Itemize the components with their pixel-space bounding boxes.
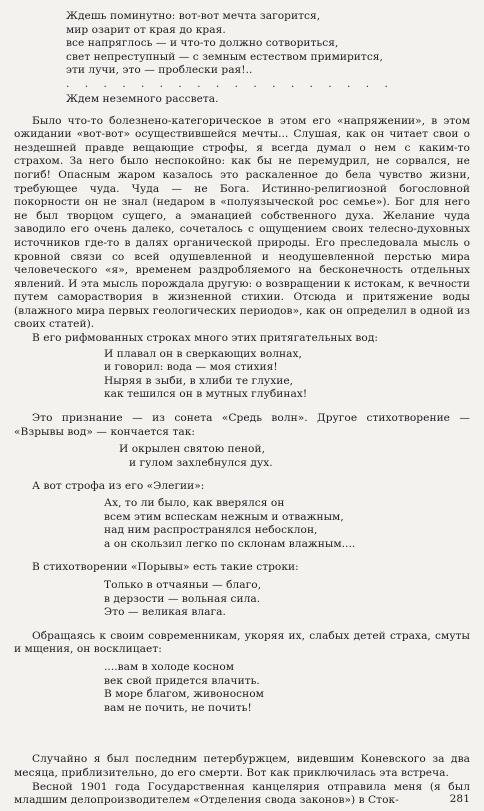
verse-impulses bbox=[104, 579, 470, 620]
verse-line: И окрылен святою пеной, bbox=[119, 443, 266, 456]
verse-explosions bbox=[119, 443, 470, 470]
verse-line: Ждем неземного рассвета. bbox=[66, 92, 219, 105]
verse-line: все напряглось — и что-то должно сотвориться, bbox=[66, 37, 339, 50]
verse-line: Это — великая влага. bbox=[104, 606, 226, 619]
verse-line: век свой придется влачить. bbox=[104, 674, 260, 687]
verse-line: а он скользил легко по склонам влажным.... bbox=[104, 537, 356, 550]
verse-elegy bbox=[104, 497, 470, 551]
verse-line: над ним распространялся небосклон, bbox=[104, 524, 318, 537]
paragraph-5: В стихотворении «Порывы» есть такие строки: bbox=[32, 561, 299, 574]
verse-line: и гулом захлебнулся дух. bbox=[129, 456, 273, 469]
verse-line: эти лучи, это — проблески рая!.. bbox=[66, 64, 253, 77]
section-gap bbox=[14, 715, 470, 753]
verse-line: ....вам в холоде косном bbox=[104, 660, 235, 673]
paragraph-6: Обращаясь к своим современникам, укоряя их, слабых детей страха, смуты и мщения, он восклицает: bbox=[14, 629, 470, 656]
verse-line: и говорил: вода — моя стихия! bbox=[104, 361, 278, 374]
paragraph-3: Это признание — из сонета «Средь волн». Другое стихотворение — «Взрывы вод» — кончается так: bbox=[14, 412, 470, 438]
verse-line: вам не почить, не почить! bbox=[104, 701, 252, 714]
verse-exclamation bbox=[104, 661, 470, 715]
verse-line: Ныряя в зыби, в хлиби те глухие, bbox=[104, 374, 294, 387]
verse-line: В море благом, живоносном bbox=[104, 688, 264, 701]
verse-line: И плавал он в сверкающих волнах, bbox=[104, 347, 302, 360]
verse-sonnet bbox=[104, 348, 470, 402]
paragraph-4: А вот строфа из его «Элегии»: bbox=[32, 480, 205, 493]
verse-line: Ах, то ли было, как вверялся он bbox=[104, 497, 285, 509]
paragraph-1: Было что-то болезнено-категорическое в этом его «напряжении», в этом ожидании «вот-вот» осуществившейся мечты... Слушая, как он читает свои о нездешней правде вещающие строфы, я всегда думал о нем с каким-то страхом. За него было неспокойно: как бы не перемудрил, не сорвался, не погиб! Опасным жаром казалось это раскаленное до бела чувство жизни, требующее чуда. Чуда — не Бога. Истинно-религиозной богословной покорности он не знал (недаром в «полуязыческой рос семье»). Бог для него не был творцом сущего, а эманацией собственного духа. Желание чуда заводило его очень далеко, сочеталось с ощущением своих телесно-духовных источников где-то в далях органической природы. Его преследовала мысль о кровной связи со всей одушевленной и неодушевленной перстью мира человеческого «я», временем раздробляемого на бесконечность отдельных явлений. И эта мысль порождала другую: о возвращении к истокам, к вечности путем самораствория в жизненной стихии. Отсюда и притяжение воды (влажного мира первых геологических периодов», как он определил в одной из своих статей). bbox=[14, 114, 470, 331]
page-number: 281 bbox=[449, 793, 470, 806]
ellipsis-line: . . . . . . . . . . . . . . . . . . bbox=[66, 77, 394, 90]
verse-line: Только в отчаяньи — благо, bbox=[104, 578, 262, 591]
verse-line: всем этим вспескам нежным и отважным, bbox=[104, 510, 344, 523]
paragraph-8: Весной 1901 года Государственная канцелярия отправила меня (я был младшим делопроизводителем «Отделения свода законов») в Сток- bbox=[14, 780, 470, 807]
verse-line: свет непреступный — с земным естеством примирится, bbox=[66, 50, 383, 63]
verse-dawn bbox=[66, 93, 470, 107]
paragraph-7: Случайно я был последним петербуржцем, видевшим Коневского за два месяца, приблизительно, до его смерти. Вот как приключилась эта встреча. bbox=[14, 753, 470, 779]
verse-line: в дерзости — вольная сила. bbox=[104, 592, 261, 605]
verse-line: Ждешь поминутно: вот-вот мечта загорится, bbox=[66, 10, 321, 22]
verse-top bbox=[66, 10, 470, 78]
verse-line: мир озарит от края до края. bbox=[66, 23, 226, 36]
paragraph-2: В его рифмованных строках много этих притягательных вод: bbox=[32, 332, 379, 345]
verse-line: как тешился он в мутных глубинах! bbox=[104, 388, 308, 401]
